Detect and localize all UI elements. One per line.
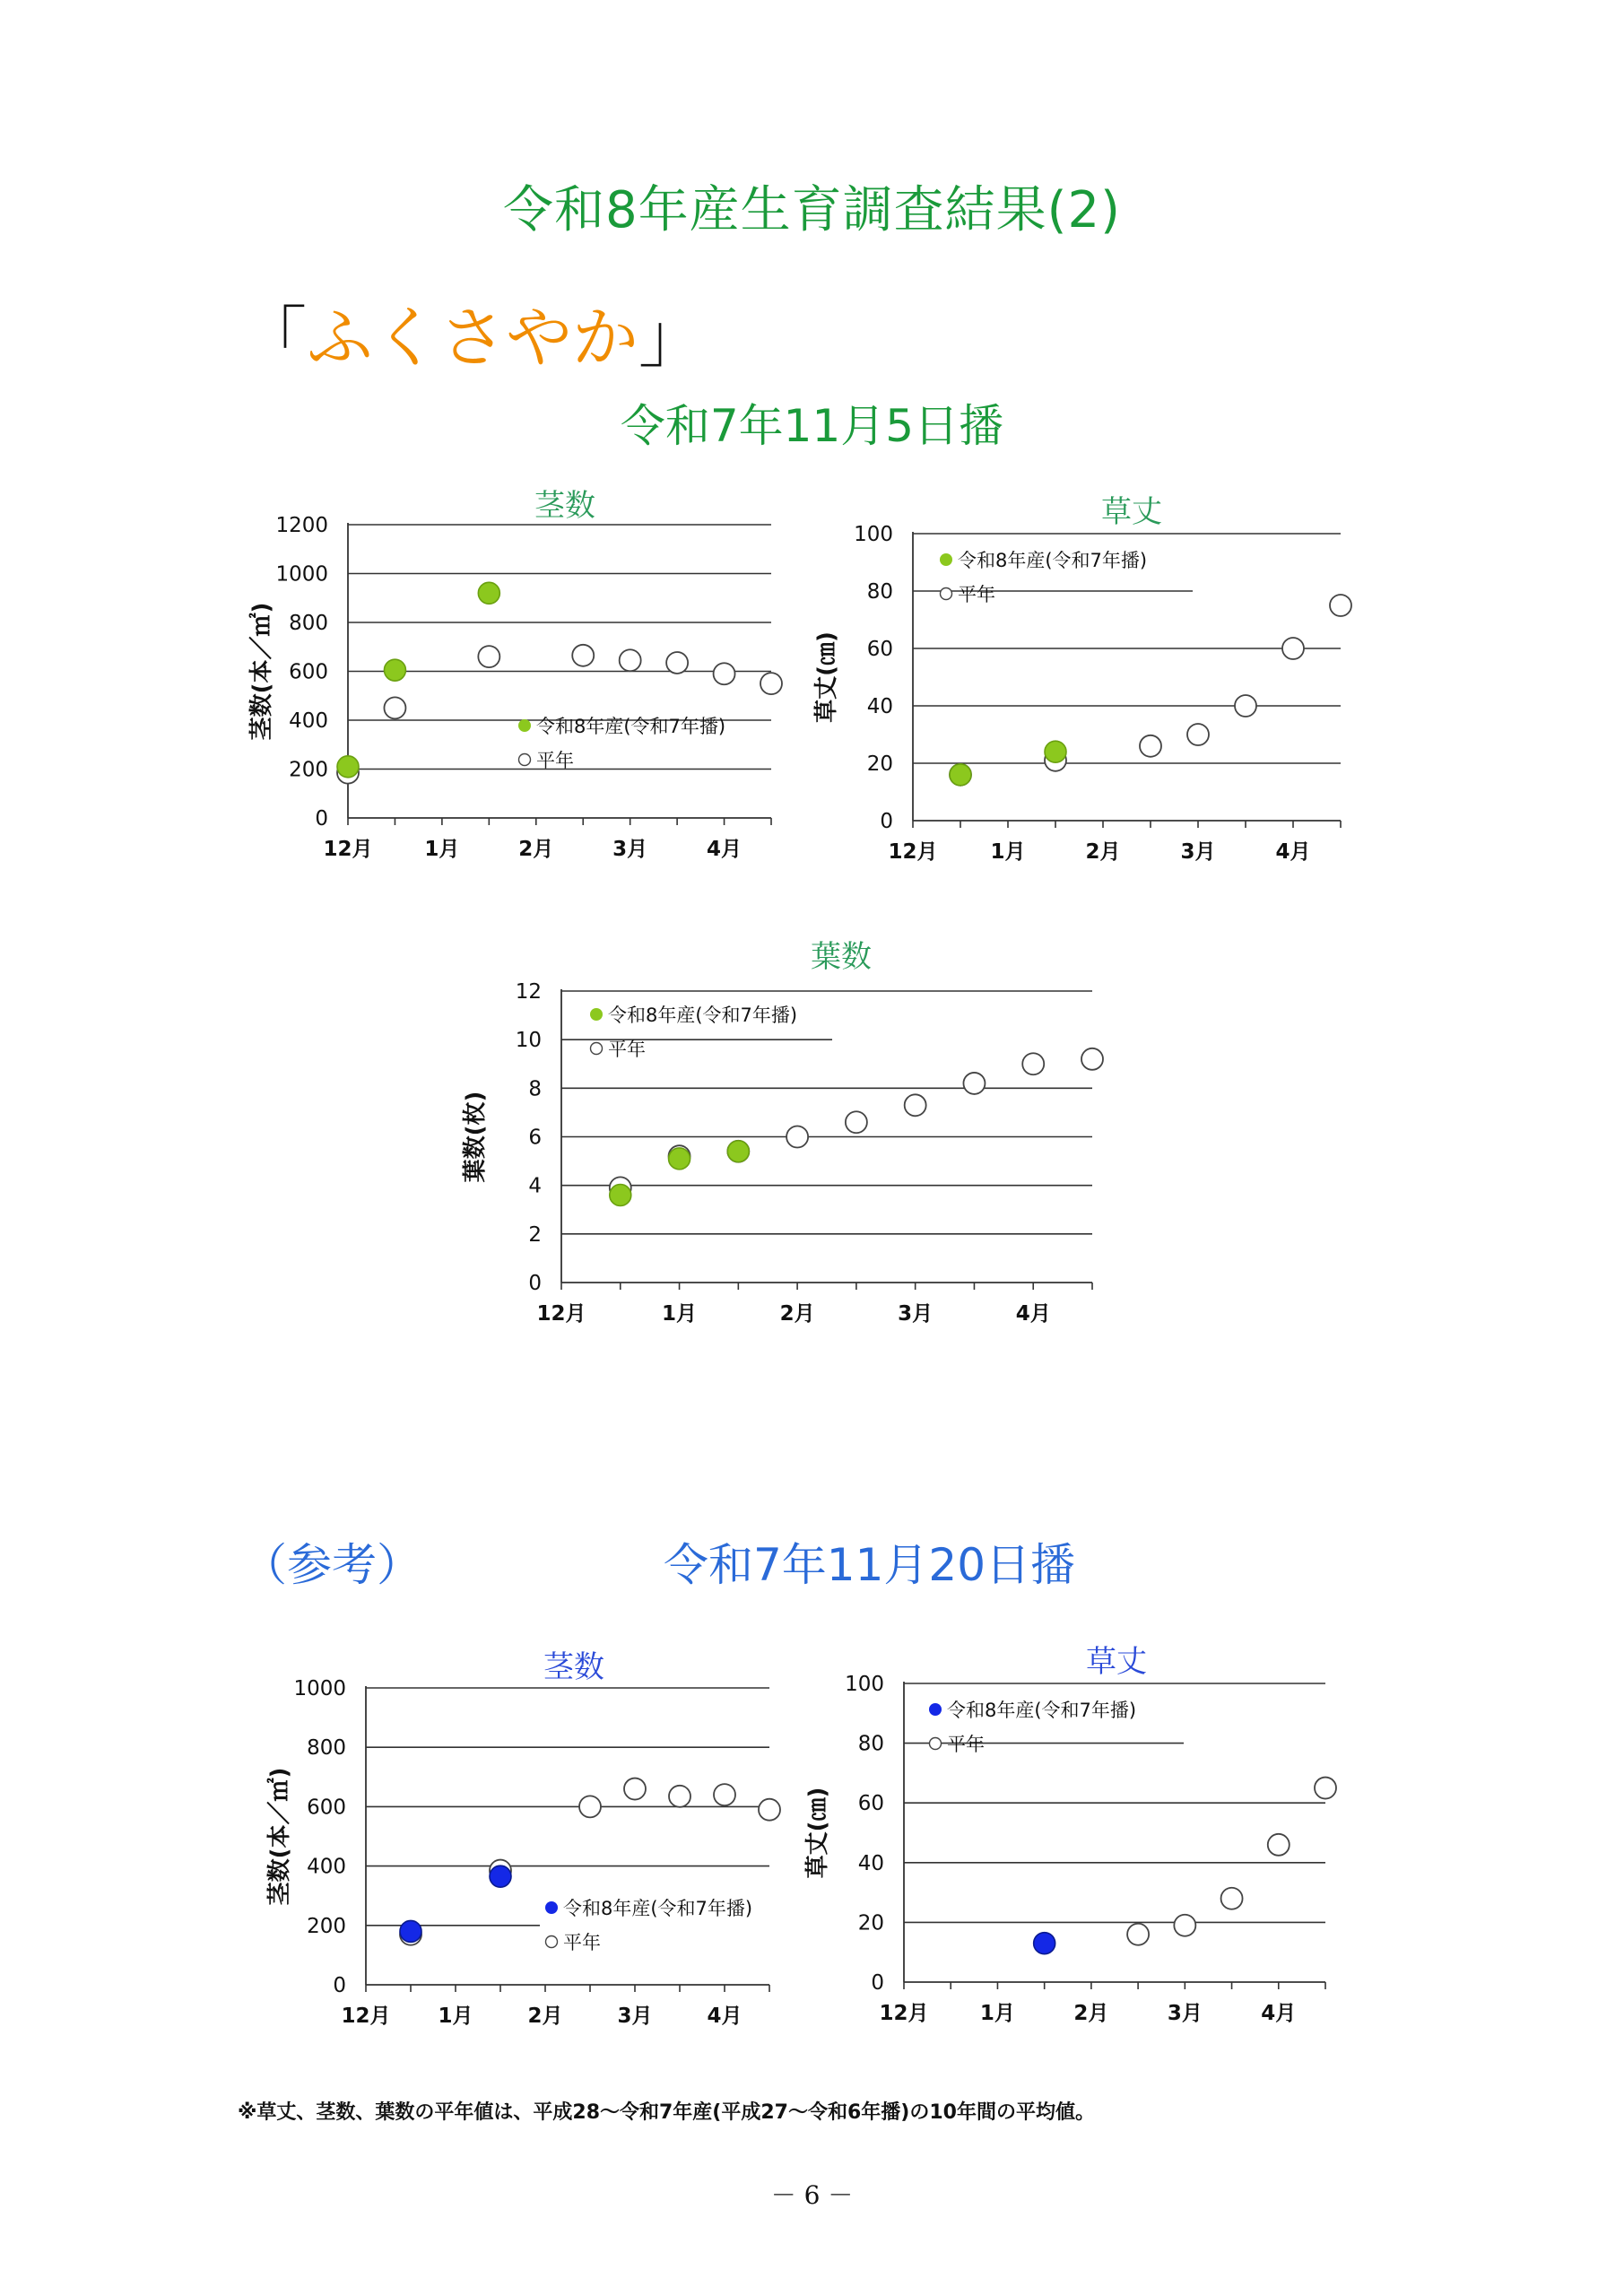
y-tick-label: 20	[857, 1911, 884, 1935]
y-tick-label: 0	[333, 1974, 346, 1997]
x-tick-label: 3月	[898, 1302, 934, 1326]
y-tick-label: 0	[880, 810, 893, 833]
y-axis-label: 草丈(㎝)	[813, 631, 840, 723]
x-tick-label: 1月	[424, 838, 460, 861]
x-tick-label: 4月	[1261, 2002, 1297, 2025]
y-axis-label: 茎数(本／㎡)	[248, 602, 275, 741]
variety-close-bracket: 」	[638, 300, 705, 377]
legend-current-label: 令和8年産(令和7年播)	[536, 716, 726, 737]
current-year-point	[727, 1141, 749, 1162]
legend-normal-marker	[930, 1738, 942, 1750]
x-tick-label: 4月	[707, 2005, 743, 2028]
x-tick-label: 12月	[879, 2002, 929, 2025]
normal-year-point	[1140, 735, 1161, 757]
y-tick-label: 0	[528, 1272, 542, 1295]
legend-normal-label: 平年	[947, 1734, 985, 1755]
reference-label: （参考）	[242, 1539, 421, 1591]
page-title: 令和8年産生育調査結果(2)	[503, 181, 1121, 239]
x-tick-label: 12月	[323, 838, 373, 861]
current-year-point	[337, 756, 359, 778]
chart-c5	[804, 1644, 1336, 2025]
legend-current-marker	[518, 719, 531, 732]
x-tick-label: 3月	[617, 2005, 653, 2028]
normal-year-point	[1127, 1924, 1149, 1945]
x-tick-label: 1月	[662, 1302, 698, 1326]
normal-year-point	[579, 1796, 601, 1817]
x-tick-label: 3月	[612, 838, 648, 861]
x-tick-label: 4月	[1275, 840, 1311, 864]
y-tick-label: 800	[289, 612, 328, 635]
y-tick-label: 10	[515, 1029, 542, 1053]
legend-normal-marker	[941, 588, 952, 600]
normal-year-point	[620, 649, 641, 671]
y-tick-label: 2	[528, 1222, 542, 1247]
y-tick-label: 4	[528, 1174, 542, 1198]
variety-name-text: ふくさやか	[307, 300, 638, 377]
chart-title: 茎数	[543, 1649, 604, 1685]
y-tick-label: 80	[857, 1732, 884, 1756]
x-tick-label: 2月	[527, 2005, 563, 2028]
x-tick-label: 4月	[1015, 1302, 1051, 1326]
legend-normal-label: 平年	[608, 1039, 646, 1060]
section2-sowing-date: 令和7年11月20日播	[664, 1539, 1076, 1591]
current-year-point	[1034, 1933, 1055, 1954]
x-tick-label: 3月	[1180, 840, 1216, 864]
legend-current-label: 令和8年産(令和7年播)	[947, 1700, 1137, 1721]
chart-title: 草丈	[1101, 494, 1162, 530]
x-tick-label: 3月	[1167, 2002, 1203, 2025]
y-tick-label: 60	[866, 638, 893, 661]
y-axis-label: 草丈(㎝)	[804, 1787, 831, 1879]
x-tick-label: 4月	[707, 838, 743, 861]
y-tick-label: 12	[515, 980, 542, 1004]
normal-year-point	[786, 1126, 808, 1148]
normal-year-point	[1268, 1834, 1290, 1856]
legend-current-marker	[940, 553, 952, 566]
normal-year-point	[846, 1111, 867, 1133]
normal-year-point	[572, 645, 594, 666]
y-tick-label: 100	[845, 1673, 884, 1696]
x-tick-label: 2月	[1085, 840, 1121, 864]
legend-normal-marker	[546, 1936, 558, 1948]
normal-year-point	[1282, 638, 1304, 659]
x-tick-label: 12月	[341, 2005, 391, 2028]
y-tick-label: 20	[866, 752, 893, 776]
legend-normal-marker	[591, 1043, 603, 1055]
chart-c2	[813, 494, 1351, 864]
x-tick-label: 12月	[536, 1302, 586, 1326]
chart-c3	[462, 939, 1103, 1326]
legend-current-marker	[590, 1008, 603, 1021]
y-tick-label: 600	[307, 1796, 346, 1820]
chart-title: 草丈	[1086, 1644, 1147, 1680]
y-tick-label: 0	[315, 807, 328, 831]
x-tick-label: 1月	[438, 2005, 473, 2028]
x-tick-label: 1月	[990, 840, 1026, 864]
y-axis-label: 茎数(本／㎡)	[266, 1767, 293, 1906]
y-tick-label: 600	[289, 660, 328, 684]
normal-year-point	[714, 663, 735, 684]
y-tick-label: 1200	[275, 514, 328, 537]
y-tick-label: 40	[857, 1851, 884, 1875]
normal-year-point	[478, 646, 499, 667]
current-year-point	[669, 1148, 690, 1170]
legend-normal-marker	[519, 754, 531, 766]
y-tick-label: 400	[289, 709, 328, 733]
x-tick-label: 2月	[1073, 2002, 1109, 2025]
normal-year-point	[963, 1073, 985, 1094]
legend-normal-label: 平年	[536, 750, 574, 771]
normal-year-point	[1315, 1778, 1336, 1799]
normal-year-point	[760, 673, 782, 694]
normal-year-point	[384, 697, 405, 718]
x-tick-label: 2月	[779, 1302, 815, 1326]
current-year-point	[478, 582, 499, 604]
legend-current-marker	[545, 1901, 558, 1914]
y-tick-label: 60	[857, 1792, 884, 1816]
normal-year-point	[1221, 1888, 1243, 1909]
section1-sowing-date: 令和7年11月5日播	[620, 400, 1004, 452]
current-year-point	[490, 1866, 511, 1887]
y-tick-label: 0	[871, 1971, 884, 1995]
normal-year-point	[1081, 1048, 1103, 1070]
chart-title: 茎数	[534, 488, 595, 524]
y-tick-label: 100	[854, 523, 893, 546]
chart-title: 葉数	[811, 939, 872, 975]
current-year-point	[950, 764, 971, 786]
current-year-point	[384, 659, 405, 681]
normal-year-point	[905, 1094, 926, 1116]
normal-year-point	[666, 652, 688, 674]
footnote: ※草丈、茎数、葉数の平年値は、平成28～令和7年産(平成27～令和6年播)の10年間の平均値。	[238, 2101, 1095, 2124]
y-tick-label: 40	[866, 695, 893, 718]
y-tick-label: 1000	[275, 562, 328, 587]
y-tick-label: 80	[866, 580, 893, 604]
x-tick-label: 1月	[979, 2002, 1015, 2025]
y-tick-label: 800	[307, 1736, 346, 1761]
normal-year-point	[1235, 695, 1256, 717]
normal-year-point	[1330, 595, 1351, 616]
y-tick-label: 400	[307, 1855, 346, 1879]
current-year-point	[610, 1185, 631, 1206]
normal-year-point	[669, 1786, 690, 1807]
legend-current-label: 令和8年産(令和7年播)	[958, 550, 1148, 571]
legend-normal-label: 平年	[563, 1932, 601, 1953]
legend-normal-label: 平年	[958, 584, 995, 605]
x-tick-label: 2月	[518, 838, 554, 861]
y-tick-label: 200	[289, 758, 328, 782]
y-tick-label: 8	[528, 1077, 542, 1101]
legend-current-label: 令和8年産(令和7年播)	[608, 1004, 798, 1026]
normal-year-point	[714, 1784, 735, 1805]
chart-c4	[266, 1649, 780, 2028]
variety-open-bracket: 「	[240, 300, 307, 377]
normal-year-point	[1174, 1915, 1195, 1936]
chart-c1	[248, 488, 782, 861]
y-tick-label: 200	[307, 1914, 346, 1938]
normal-year-point	[759, 1799, 780, 1821]
current-year-point	[400, 1920, 421, 1942]
legend-current-label: 令和8年産(令和7年播)	[563, 1898, 753, 1919]
y-tick-label: 1000	[293, 1677, 346, 1700]
x-tick-label: 12月	[888, 840, 938, 864]
page-number: － 6 －	[770, 2180, 854, 2210]
y-tick-label: 6	[528, 1126, 542, 1150]
current-year-point	[1045, 741, 1066, 762]
legend-current-marker	[929, 1703, 942, 1716]
normal-year-point	[1022, 1053, 1044, 1074]
y-axis-label: 葉数(枚)	[462, 1091, 489, 1183]
normal-year-point	[1187, 724, 1209, 745]
normal-year-point	[624, 1779, 646, 1800]
